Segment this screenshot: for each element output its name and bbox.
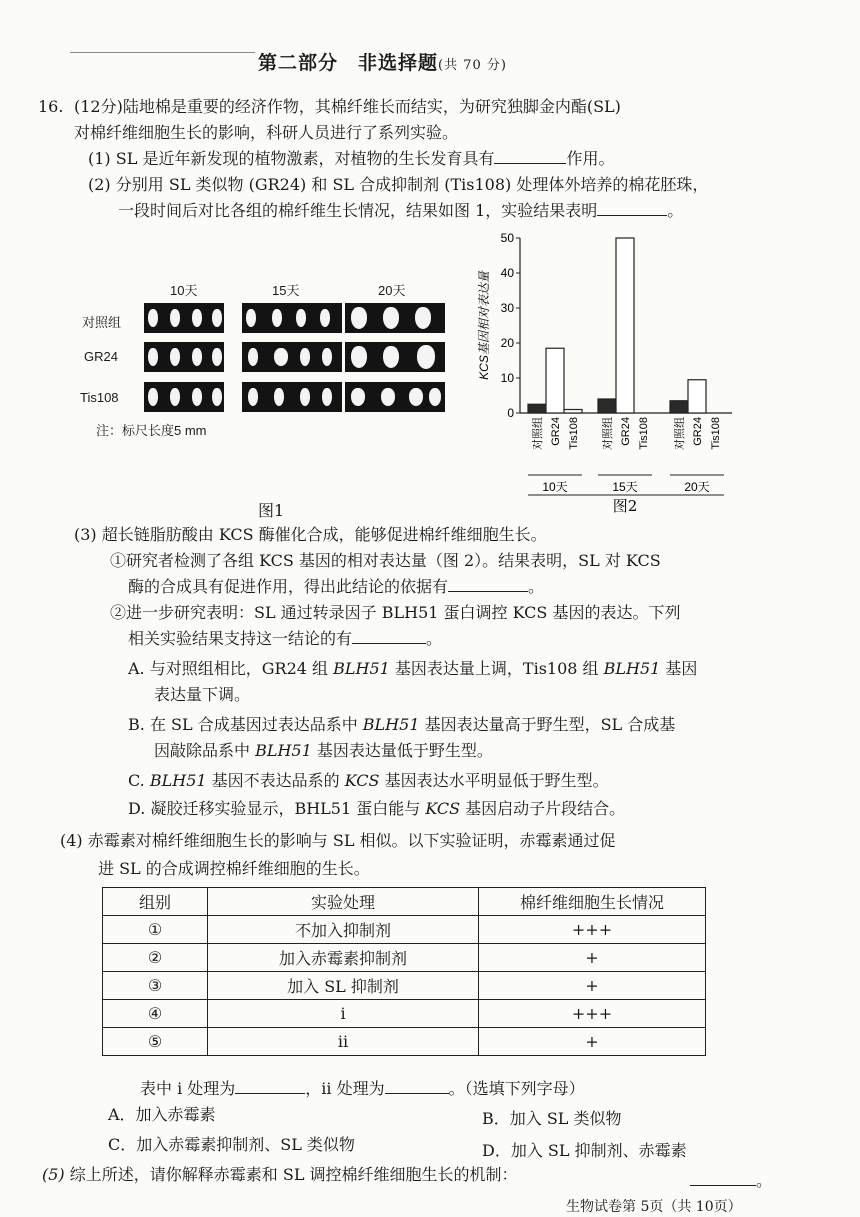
table-cell: 加入赤霉素抑制剂 xyxy=(208,944,479,972)
fig1-image xyxy=(345,382,445,412)
table-cell: ④ xyxy=(103,1000,208,1028)
part-1: (1) SL 是近年新发现的植物激素，对植物的生长发育具有 作用。 xyxy=(88,149,615,168)
x-tick-label: GR24 xyxy=(620,417,632,446)
table-row xyxy=(103,944,706,972)
option-4-B: B．加入 SL 类似物 xyxy=(482,1109,622,1128)
option-3-B-line1: B. 在 SL 合成基因过表达品系中 BLH51 基因表达量高于野生型，SL 合成基 xyxy=(128,715,676,734)
answer-blank-2[interactable] xyxy=(597,200,667,216)
answer-blank-3a[interactable] xyxy=(448,576,528,592)
option-3-A-line1: A. 与对照组相比，GR24 组 BLH51 基因表达量上调，Tis108 组 BLH51 基因 xyxy=(128,659,698,678)
chart-caption: 图2 xyxy=(612,497,638,515)
results-table xyxy=(102,887,706,1056)
fig1-note: 注：标尺长度5 mm xyxy=(96,423,207,438)
bar xyxy=(564,410,582,414)
group-label: 10天 xyxy=(542,480,568,494)
table-row xyxy=(103,1000,706,1028)
fig1-image xyxy=(144,382,224,412)
table-cell: ① xyxy=(103,916,208,944)
bar xyxy=(688,380,706,413)
table-cell: ② xyxy=(103,944,208,972)
question-number: 16. xyxy=(38,97,64,116)
fig1-image xyxy=(242,342,342,372)
bar xyxy=(598,399,616,413)
x-tick-label: GR24 xyxy=(550,417,562,446)
answer-blank-1[interactable] xyxy=(494,148,566,164)
part-4-line1: (4) 赤霉素对棉纤维细胞生长的影响与 SL 相似。以下实验证明，赤霉素通过促 xyxy=(60,831,616,850)
table-cell: 不加入抑制剂 xyxy=(208,916,479,944)
group-label: 15天 xyxy=(612,480,638,494)
part-3: (3) 超长链脂肪酸由 KCS 酶催化合成，能够促进棉纤维细胞生长。 xyxy=(74,525,547,544)
table-cell: +++ xyxy=(479,916,706,944)
option-3-D: D. 凝胶迁移实验显示，BHL51 蛋白能与 KCS 基因启动子片段结合。 xyxy=(128,799,626,818)
table-row xyxy=(103,972,706,1000)
part-4-fill: 表中 i 处理为 ，ii 处理为 。（选填下列字母） xyxy=(140,1079,585,1098)
fig1-image xyxy=(242,382,342,412)
y-tick-label: 10 xyxy=(500,371,514,385)
fig1-row-tis108: Tis108 xyxy=(80,390,119,405)
fig1-caption: 图1 xyxy=(258,501,285,520)
table-cell: + xyxy=(479,1028,706,1056)
fig1-day-15: 15天 xyxy=(272,283,300,298)
x-tick-label: 对照组 xyxy=(674,417,686,450)
answer-blank-4ii[interactable] xyxy=(385,1078,449,1094)
y-axis-label: KCS基因相对表达量 xyxy=(477,271,491,380)
x-tick-label: 对照组 xyxy=(602,417,614,450)
table-cell: i xyxy=(208,1000,479,1028)
figure-2-chart xyxy=(470,230,750,520)
table-row xyxy=(103,1028,706,1056)
intro-line-2: 对棉纤维细胞生长的影响，科研人员进行了系列实验。 xyxy=(74,123,459,142)
table-cell: ii xyxy=(208,1028,479,1056)
y-tick-label: 30 xyxy=(500,301,514,315)
option-4-D: D．加入 SL 抑制剂、赤霉素 xyxy=(482,1141,687,1160)
part-3-sub1-line1: ①研究者检测了各组 KCS 基因的相对表达量（图 2）。结果表明，SL 对 KCS xyxy=(110,551,661,570)
x-tick-label: Tis108 xyxy=(568,417,580,450)
y-tick-label: 0 xyxy=(507,406,514,420)
fig1-row-control: 对照组 xyxy=(82,315,122,330)
fig1-image xyxy=(144,342,224,372)
answer-blank-4i[interactable] xyxy=(235,1078,305,1094)
page-footer: 生物试卷第 5页（共 10页） xyxy=(566,1199,742,1215)
table-header: 实验处理 xyxy=(208,888,479,916)
fig1-image xyxy=(345,303,445,333)
table-cell: ⑤ xyxy=(103,1028,208,1056)
answer-blank-5[interactable] xyxy=(690,1170,756,1186)
part-5: (5) 综上所述，请你解释赤霉素和 SL 调控棉纤维细胞生长的机制： xyxy=(42,1165,518,1184)
table-header-row xyxy=(103,888,706,916)
fig1-day-10: 10天 xyxy=(170,283,198,298)
option-4-C: C．加入赤霉素抑制剂、SL 类似物 xyxy=(108,1135,355,1154)
y-tick-label: 40 xyxy=(500,266,514,280)
fig1-day-20: 20天 xyxy=(378,283,406,298)
part-3-sub1-line2: 酶的合成具有促进作用，得出此结论的依据有 。 xyxy=(128,577,545,596)
fig1-image xyxy=(345,342,445,372)
option-3-C: C. BLH51 基因不表达品系的 KCS 基因表达水平明显低于野生型。 xyxy=(128,771,609,790)
bar xyxy=(670,401,688,413)
part-4-line2: 进 SL 的合成调控棉纤维细胞的生长。 xyxy=(98,859,370,878)
table-cell: 加入 SL 抑制剂 xyxy=(208,972,479,1000)
x-tick-label: Tis108 xyxy=(710,417,722,450)
x-tick-label: 对照组 xyxy=(532,417,544,450)
table-cell: ③ xyxy=(103,972,208,1000)
option-3-A-line2: 表达量下调。 xyxy=(154,685,251,704)
x-tick-label: Tis108 xyxy=(638,417,650,450)
option-3-B-line2: 因敲除品系中 BLH51 基因表达量低于野生型。 xyxy=(154,741,493,760)
table-row xyxy=(103,916,706,944)
bar xyxy=(546,348,564,413)
y-tick-label: 20 xyxy=(500,336,514,350)
group-label: 20天 xyxy=(684,480,710,494)
table-header: 组别 xyxy=(103,888,208,916)
bar xyxy=(616,238,634,413)
part-2-line-1: (2) 分别用 SL 类似物 (GR24) 和 SL 合成抑制剂 (Tis108) 处理体外培养的棉花胚珠， xyxy=(88,175,709,194)
part-3-sub2-line2: 相关实验结果支持这一结论的有 。 xyxy=(128,629,443,648)
x-tick-label: GR24 xyxy=(692,417,704,446)
answer-blank-3b[interactable] xyxy=(352,628,426,644)
table-cell: +++ xyxy=(479,1000,706,1028)
table-cell: + xyxy=(479,944,706,972)
intro-line-1: (12分)陆地棉是重要的经济作物，其棉纤维长而结实，为研究独脚金内酯(SL) xyxy=(74,97,621,116)
fig1-image xyxy=(242,303,342,333)
fig1-image xyxy=(144,303,224,333)
part-3-sub2-line1: ②进一步研究表明：SL 通过转录因子 BLH51 蛋白调控 KCS 基因的表达。下列 xyxy=(110,603,681,622)
table-cell: + xyxy=(479,972,706,1000)
table-header: 棉纤维细胞生长情况 xyxy=(479,888,706,916)
section-title: 第二部分 非选择题(共 70 分) xyxy=(258,52,507,74)
y-tick-label: 50 xyxy=(500,231,514,245)
fig1-row-gr24: GR24 xyxy=(84,349,118,364)
part-5-blank: 。 xyxy=(690,1170,772,1192)
bar xyxy=(528,404,546,413)
option-4-A: A．加入赤霉素 xyxy=(108,1105,216,1124)
part-2-line-2: 一段时间后对比各组的棉纤维生长情况，结果如图 1，实验结果表明 。 xyxy=(118,201,684,220)
